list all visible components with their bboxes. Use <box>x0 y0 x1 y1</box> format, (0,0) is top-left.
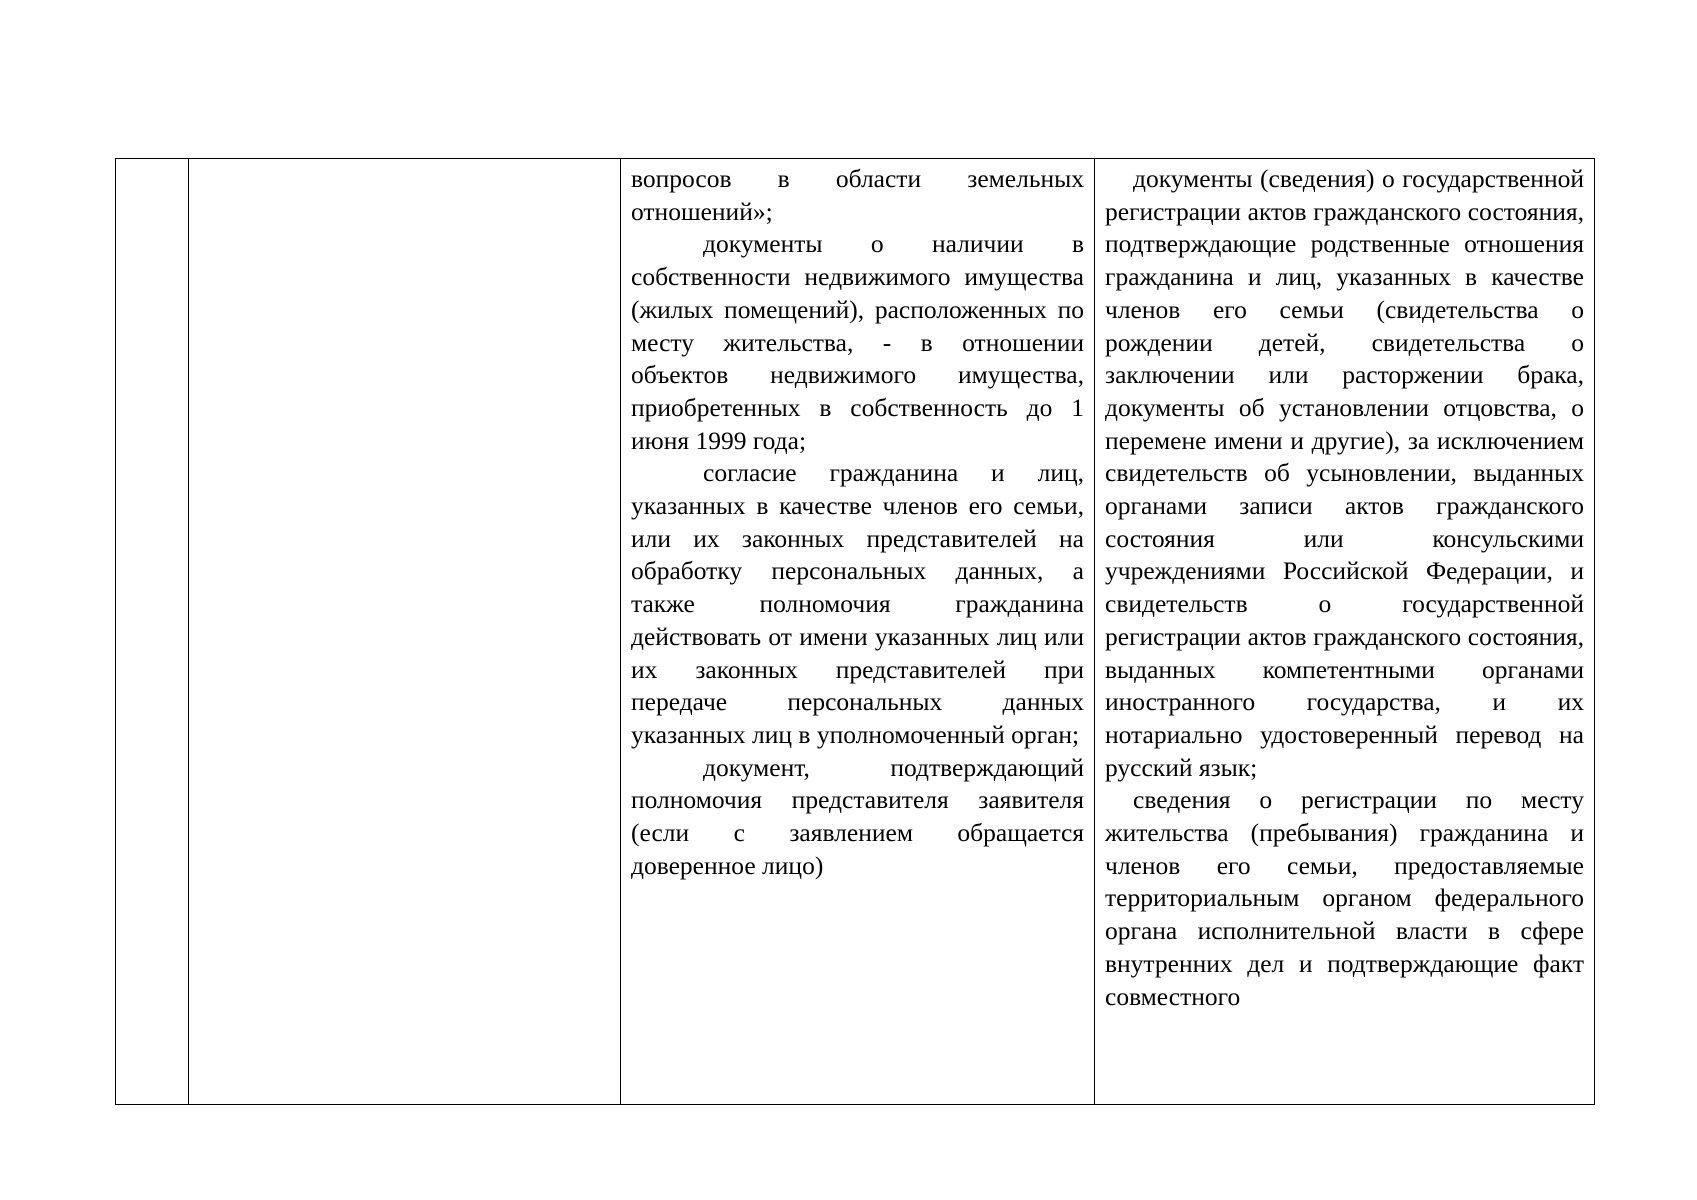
table-cell-number <box>116 159 188 1104</box>
table-cell-interagency-documents <box>1094 159 1594 1104</box>
paragraph: документ, подтверждающий полномочия представителя заявителя (если с заявлением обращается доверенное лицо) <box>631 752 1084 880</box>
paragraph: вопросов в области земельных отношений»; <box>631 164 1084 226</box>
paragraph: сведения о регистрации по месту жительства (пребывания) гражданина и членов его семьи, предоставляемые территориальным органом федерального органа исполнительной власти в сфере внутренних дел и подтверждающие факт совместного <box>1105 785 1584 1011</box>
paragraph: документы (сведения) о государственной регистрации актов гражданского состояния, подтверждающие родственные отношения гражданина и лиц, указанных в качестве членов его семьи (свидетельства о рождении детей, свидетельства о заключении или расторжении брака, документы об установлении отцовства, о перемене имени и другие), за исключением свидетельств об усыновлении, выданных органами записи актов гражданского состояния или консульскими учреждениями Российской Федерации, и свидетельств о государственной регистрации актов гражданского состояния, выданных компетентными органами иностранного государства, и их нотариально удостоверенный перевод на русский язык; <box>1105 164 1584 782</box>
paragraph: документы о наличии в собственности недвижимого имущества (жилых помещений), расположенных по месту жительства, - в отношении объектов недвижимого имущества, приобретенных в собственность до 1 июня 1999 года; <box>631 229 1084 455</box>
document-table <box>115 158 1595 1105</box>
table-cell-applicant-documents <box>620 159 1094 1104</box>
paragraph: согласие гражданина и лиц, указанных в качестве членов его семьи, или их законных представителей на обработку персональных данных, а также полномочия гражданина действовать от имени указанных лиц или их законных представителей при передаче персональных данных указанных лиц в уполномоченный орган; <box>631 458 1084 749</box>
table-cell-service-name <box>188 159 620 1104</box>
